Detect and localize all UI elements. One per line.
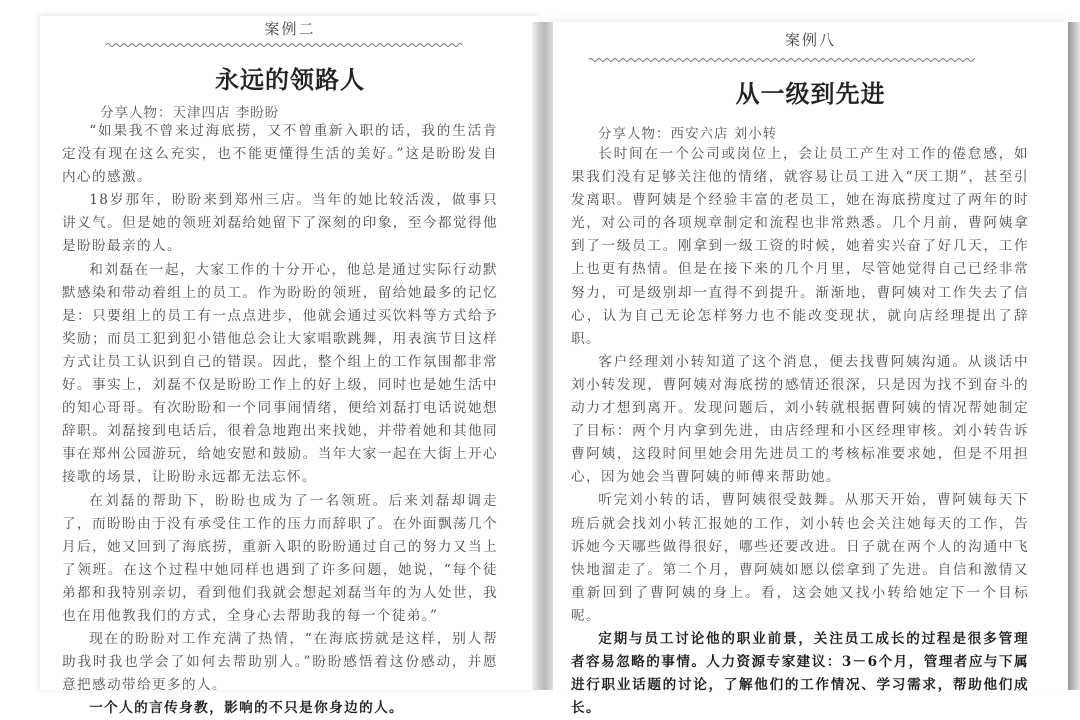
paragraph: 听完刘小转的话，曹阿姨很受鼓舞。从那天开始，曹阿姨每天下班后就会找刘小转汇报她的工作，刘小转也会关注她每天的工作，告诉她今天哪些做得很好，哪些还要改进。日子就在两个人的沟通中飞快地溜走了。第二个月，曹阿姨如愿以偿拿到了先进。自信和激情又重新回到了曹阿姨的身上。看，这会她又找小转给她定下一个目标呢。	[571, 492, 1029, 624]
article-body	[571, 143, 1029, 720]
wavy-divider	[106, 41, 462, 49]
article-body	[62, 120, 498, 720]
page-gutter-shadow	[532, 22, 554, 690]
paragraph: 18岁那年，盼盼来到郑州三店。当年的她比较活泼，做事只讲义气。但是她的领班刘磊给她留下了深刻的印象，至今都觉得他是盼盼最亲的人。	[62, 192, 498, 255]
wavy-divider	[589, 56, 975, 64]
paragraph: 和刘磊在一起，大家工作的十分开心，他总是通过实际行动默默感染和带动着组上的员工。作为盼盼的领班，留给她最多的记忆是：只要组上的员工有一点点进步，他就会通过买饮料等方式给予奖励；而员工犯到犯小错他总会让大家唱歌跳舞，用表演节目这样方式让员工认识到自己的错误。因此，整个组上的工作氛围都非常好。事实上，刘磊不仅是盼盼工作上的好上级，同时也是她生活中的知心哥哥。有次盼盼和一个同事闹情绪，便给刘磊打电话说她想辞职。刘磊接到电话后，很着急地跑出来找她，并带着她和其他同事在郑州公园游玩，给她安慰和鼓励。当年大家一起在大街上开心接歌的场景，让盼盼永远都无法忘怀。	[62, 261, 498, 486]
article-title: 从一级到先进	[735, 79, 886, 108]
paragraph: 客户经理刘小转知道了这个消息，便去找曹阿姨沟通。从谈话中刘小转发现，曹阿姨对海底捞的感情还很深，只是因为找不到奋斗的动力才想到离开。发现问题后，刘小转就根据曹阿姨的情况帮她制定了目标：两个月内拿到先进，由店经理和小区经理审核。刘小转告诉曹阿姨，这段时间里她会用先进员工的考核标准要求她，但是不用担心，因为她会当曹阿姨的师傅来帮助她。	[571, 353, 1029, 486]
article-title: 永远的领路人	[215, 65, 365, 94]
paragraph: 在刘磊的帮助下，盼盼也成为了一名领班。后来刘磊却调走了，而盼盼由于没有承受住工作的压力而辞职了。在外面飘荡几个月后，她又回到了海底捞，重新入职的盼盼通过自己的努力又当上了领班。在这个过程中她同样也遇到了许多问题，她说，“每个徒弟都和我特别亲切，看到他们我就会想起刘磊当年的为人处世，我也在用他教我们的方式，全身心去帮助我的每一个徒弟。”	[62, 492, 498, 624]
paragraph: 长时间在一个公司或岗位上，会让员工产生对工作的倦怠感，如果我们没有足够关注他的情绪，就容易让员工进入“厌工期”，甚至引发离职。曹阿姨是个经验丰富的老员工，她在海底捞度过了两年的时光，对公司的各项规章制定和流程也非常熟悉。几个月前，曹阿姨拿到了一级员工。刚拿到一级工资的时候，她着实兴奋了好几天，工作上也更有热情。但是在接下来的几个月里，尽管她觉得自己已经非常努力，可是级别却一直得不到提升。渐渐地，曹阿姨对工作失去了信心，认为自己无论怎样努力也不能改变现状，就向店经理提出了辞职。	[571, 146, 1029, 347]
conclusion: 定期与员工讨论他的职业前景，关注员工成长的过程是很多管理者容易忽略的事情。人力资源专家建议：3－6个月，管理者应与下属进行职业话题的讨论，了解他们的工作情况、学习需求，帮助他们成长。	[571, 630, 1029, 717]
paragraph: “如果我不曾来过海底捞，又不曾重新入职的话，我的生活肯定没有现在这么充实，也不能更懂得生活的美好。”这是盼盼发自内心的感激。	[62, 123, 498, 186]
sharer-line: 分享人物：天津四店 李盼盼	[100, 105, 280, 121]
sharer-line: 分享人物：西安六店 刘小转	[598, 126, 778, 142]
conclusion: 一个人的言传身教，影响的不只是你身边的人。	[89, 700, 405, 717]
case-label: 案例八	[784, 31, 836, 49]
paragraph: 现在的盼盼对工作充满了热情，“在海底捞就是这样，别人帮助我时我也学会了如何去帮助别人。”盼盼感悟着这份感动，并愿意把感动带给更多的人。	[62, 631, 498, 694]
right-page	[553, 22, 1068, 717]
left-page	[40, 16, 540, 717]
case-label: 案例二	[264, 20, 316, 38]
page-edge-shadow	[1068, 22, 1080, 690]
